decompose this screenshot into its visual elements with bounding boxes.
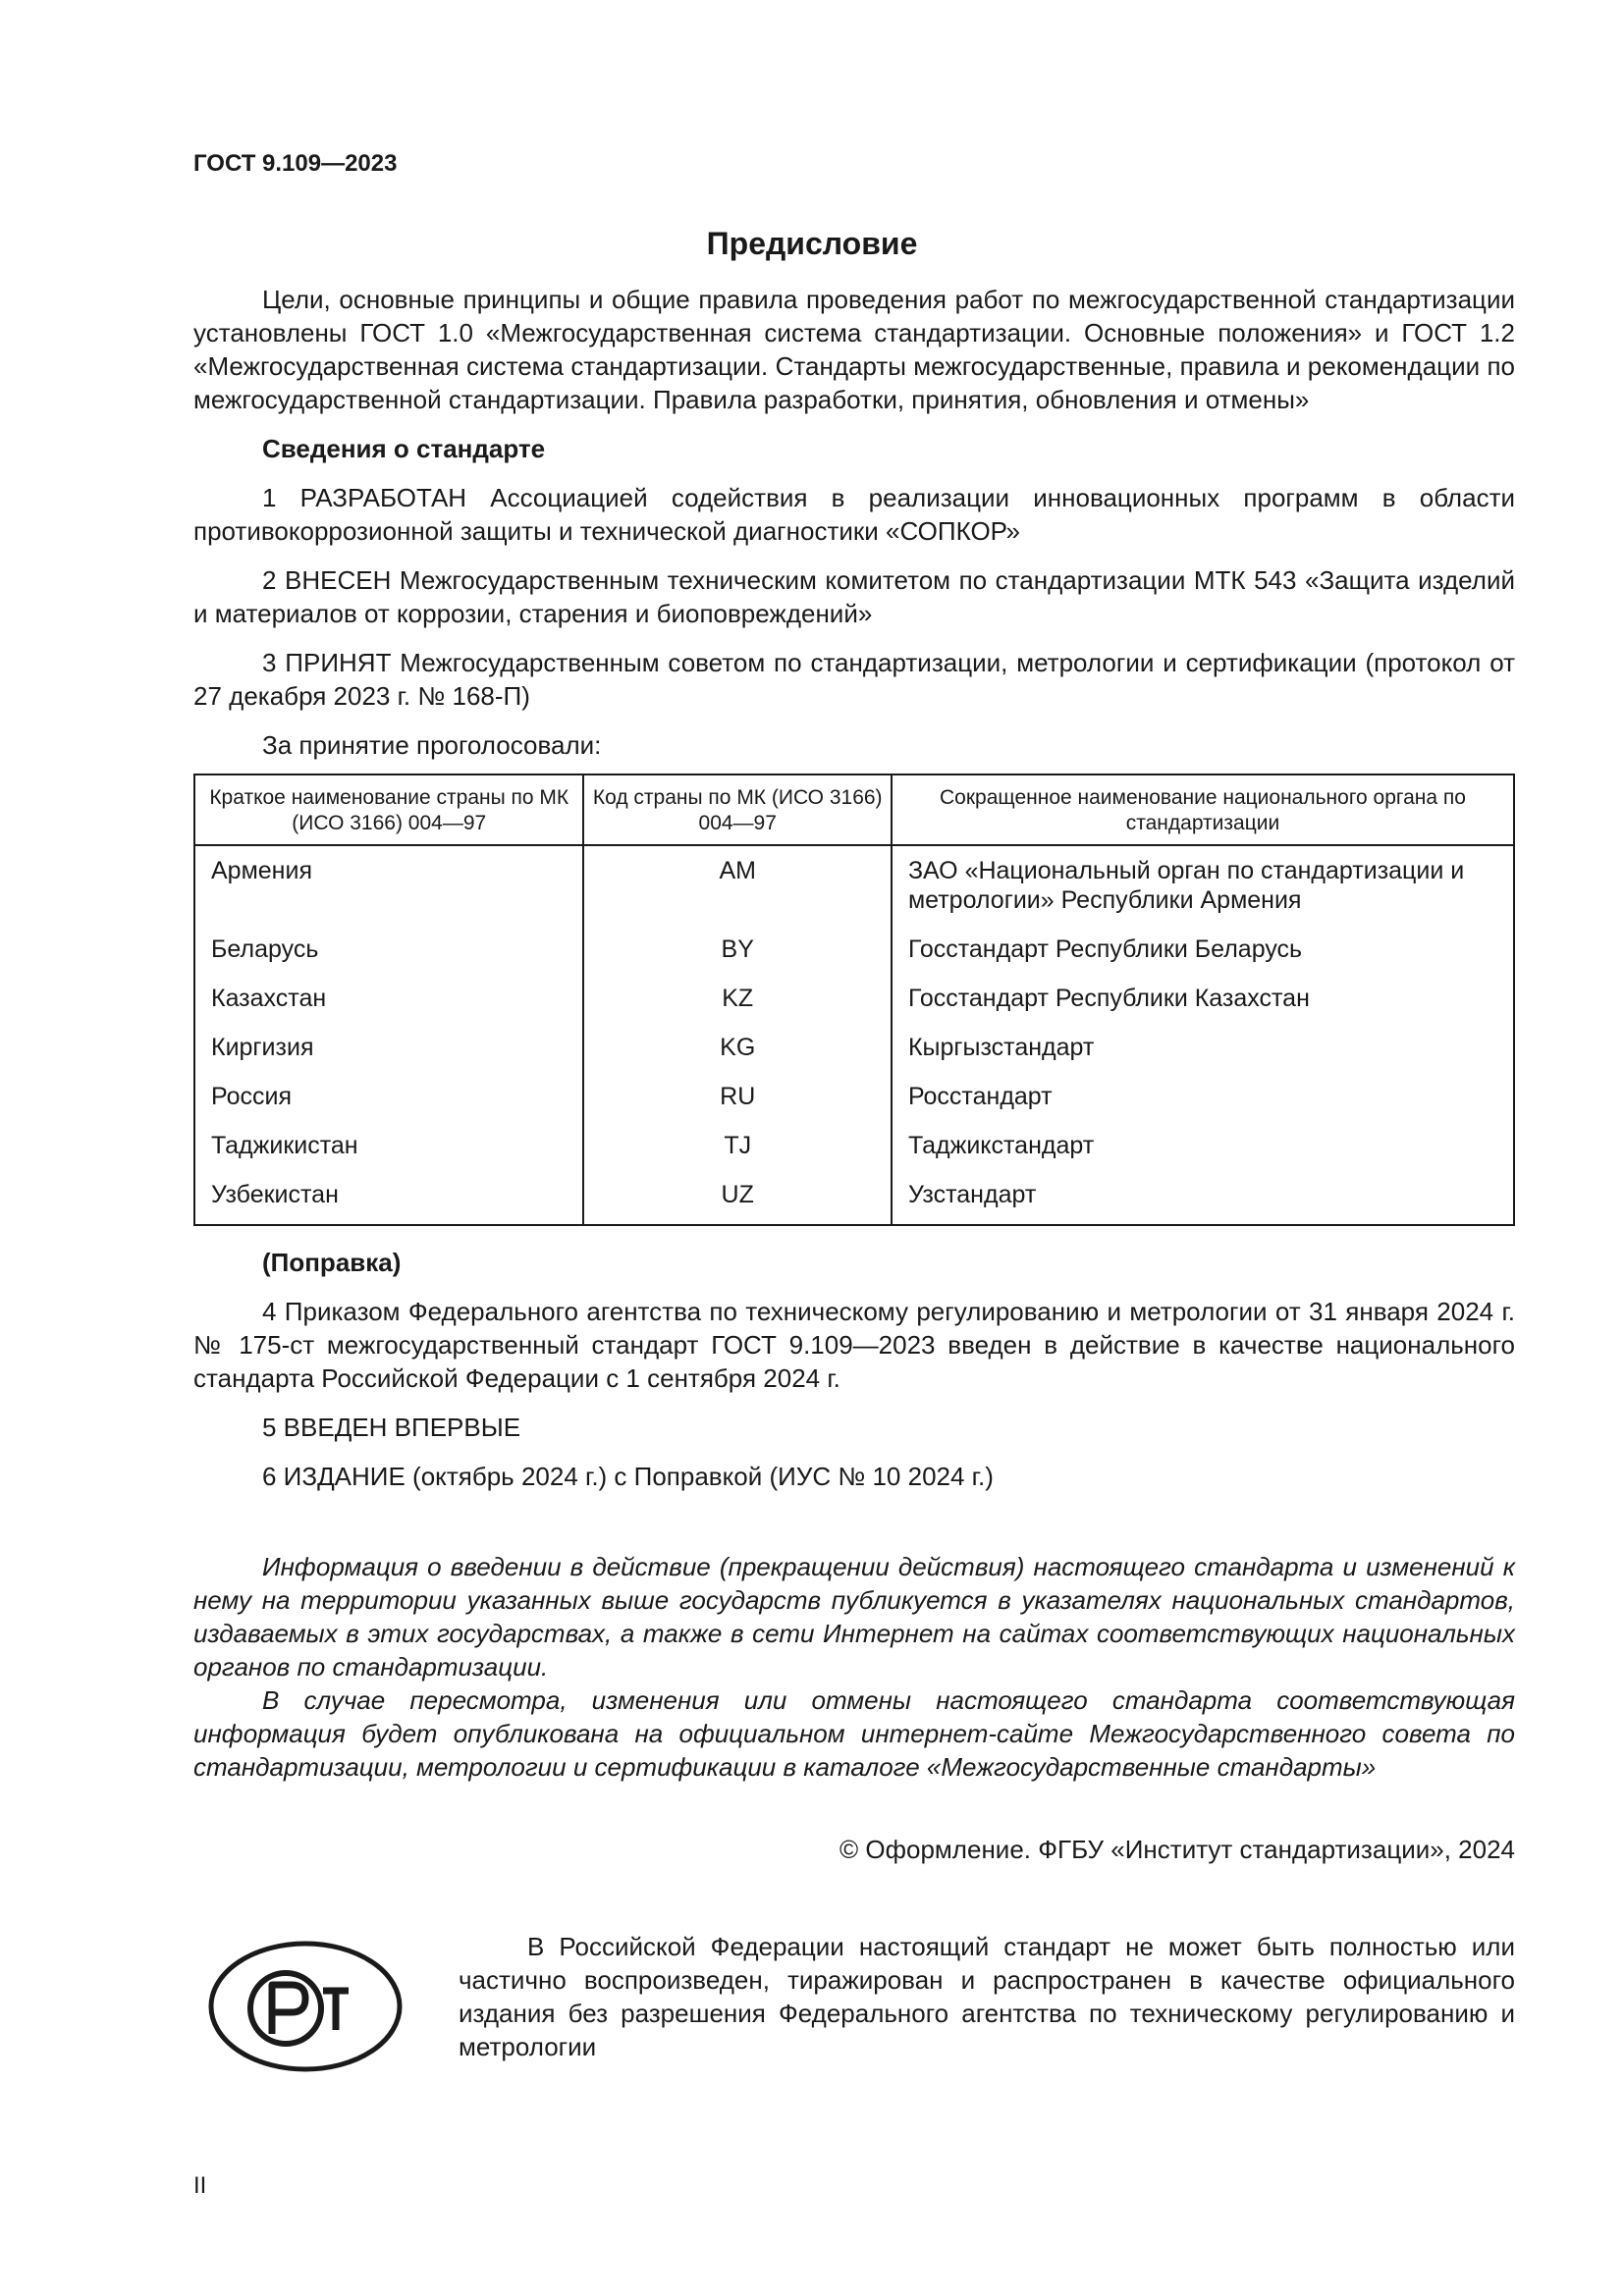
table-row bbox=[194, 1175, 1514, 1225]
page-number: II bbox=[193, 2172, 207, 2199]
table-row bbox=[194, 1077, 1514, 1126]
document-code: ГОСТ 9.109—2023 bbox=[193, 150, 398, 177]
code-cell: UZ bbox=[583, 1175, 891, 1225]
item-enacted: 4 Приказом Федерального агентства по техническому регулированию и метрологии от 31 января 2024 г. № 175-ст межгосударственный стандарт ГОСТ 9.109—2023 введен в действие в качестве национального стандарта Российской Федерации с 1 сентября 2024 г. bbox=[193, 1297, 1515, 1393]
notice-paragraph: В случае пересмотра, изменения или отмены настоящего стандарта соответствующая информация будет опубликована на официальном интернет-сайте Межгосударственного совета по стандартизации, метрологии и сертификации в каталоге «Межгосударственные стандарты» bbox=[193, 1685, 1515, 1782]
country-cell: Казахстан bbox=[194, 979, 583, 1028]
body-cell: Узстандарт bbox=[892, 1175, 1514, 1225]
table-caption: За принятие проголосовали: bbox=[262, 730, 602, 760]
country-cell: Россия bbox=[194, 1077, 583, 1126]
body-cell: Госстандарт Республики Беларусь bbox=[892, 930, 1514, 979]
item-adopted: 3 ПРИНЯТ Межгосударственным советом по стандартизации, метрологии и сертификации (протокол от 27 декабря 2023 г. № 168-П) bbox=[193, 648, 1515, 711]
table-row bbox=[194, 1126, 1514, 1175]
notice-block bbox=[193, 1550, 1515, 1784]
body-cell: Госстандарт Республики Казахстан bbox=[892, 979, 1514, 1028]
body-cell: ЗАО «Национальный орган по стандартизации и метрологии» Республики Армения bbox=[892, 845, 1514, 930]
page-title: Предисловие bbox=[706, 226, 918, 261]
header-country: Краткое наименование страны по МК (ИСО 3166) 004—97 bbox=[194, 774, 583, 845]
reproduction-notice: В Российской Федерации настоящий стандарт не может быть полностью или частично воспроизведен, тиражирован и распространен в качестве официального издания без разрешения Федерального агентства по техническому регулированию и метрологии bbox=[459, 1932, 1515, 2061]
body-cell: Кыргызстандарт bbox=[892, 1028, 1514, 1077]
copyright-line: © Оформление. ФГБУ «Институт стандартизации», 2024 bbox=[839, 1835, 1515, 1864]
item-developed: 1 РАЗРАБОТАН Ассоциацией содействия в реализации инновационных программ в области противокоррозионной защиты и технической диагностики «СОПКОР» bbox=[193, 483, 1515, 546]
body-cell: Росстандарт bbox=[892, 1077, 1514, 1126]
section-heading: Сведения о стандарте bbox=[262, 434, 546, 463]
code-cell: TJ bbox=[583, 1126, 891, 1175]
code-cell: RU bbox=[583, 1077, 891, 1126]
country-cell: Таджикистан bbox=[194, 1126, 583, 1175]
country-cell: Армения bbox=[194, 845, 583, 930]
item-first-introduced: 5 ВВЕДЕН ВПЕРВЫЕ bbox=[262, 1413, 521, 1442]
body-cell: Таджикстандарт bbox=[892, 1126, 1514, 1175]
header-code: Код страны по МК (ИСО 3166) 004—97 bbox=[583, 774, 891, 845]
amendment-heading: (Поправка) bbox=[262, 1248, 402, 1277]
voting-table bbox=[193, 774, 1515, 1226]
table-row bbox=[194, 845, 1514, 930]
item-edition: 6 ИЗДАНИЕ (октябрь 2024 г.) с Поправкой (ИУС № 10 2024 г.) bbox=[262, 1462, 994, 1491]
rst-logo-icon bbox=[207, 1940, 404, 2073]
table-header-row bbox=[194, 774, 1514, 845]
code-cell: KZ bbox=[583, 979, 891, 1028]
header-body: Сокращенное наименование национального органа по стандартизации bbox=[892, 774, 1514, 845]
intro-paragraph: Цели, основные принципы и общие правила проведения работ по межгосударственной стандартизации установлены ГОСТ 1.0 «Межгосударственная система стандартизации. Основные положения» и ГОСТ 1.2 «Межгосударственная система стандартизации. Стандарты межгосударственные, правила и рекомендации по межгосударственной стандартизации. Правила разработки, принятия, обновления и отмены» bbox=[193, 285, 1515, 414]
item-submitted: 2 ВНЕСЕН Межгосударственным техническим комитетом по стандартизации МТК 543 «Защита изделий и материалов от коррозии, старения и биоповреждений» bbox=[193, 565, 1515, 628]
country-cell: Беларусь bbox=[194, 930, 583, 979]
country-cell: Узбекистан bbox=[194, 1175, 583, 1225]
table-row bbox=[194, 930, 1514, 979]
country-cell: Киргизия bbox=[194, 1028, 583, 1077]
code-cell: KG bbox=[583, 1028, 891, 1077]
table-row bbox=[194, 1028, 1514, 1077]
notice-paragraph: Информация о введении в действие (прекращении действия) настоящего стандарта и изменений к нему на территории указанных выше государств публикуется в указателях национальных стандартов, издаваемых в этих государствах, а также в сети Интернет на сайтах соответствующих национальных органов по стандартизации. bbox=[193, 1552, 1515, 1682]
code-cell: BY bbox=[583, 930, 891, 979]
table-row bbox=[194, 979, 1514, 1028]
document-body bbox=[193, 283, 1515, 1866]
footer-block bbox=[193, 1930, 1515, 2087]
code-cell: AM bbox=[583, 845, 891, 930]
